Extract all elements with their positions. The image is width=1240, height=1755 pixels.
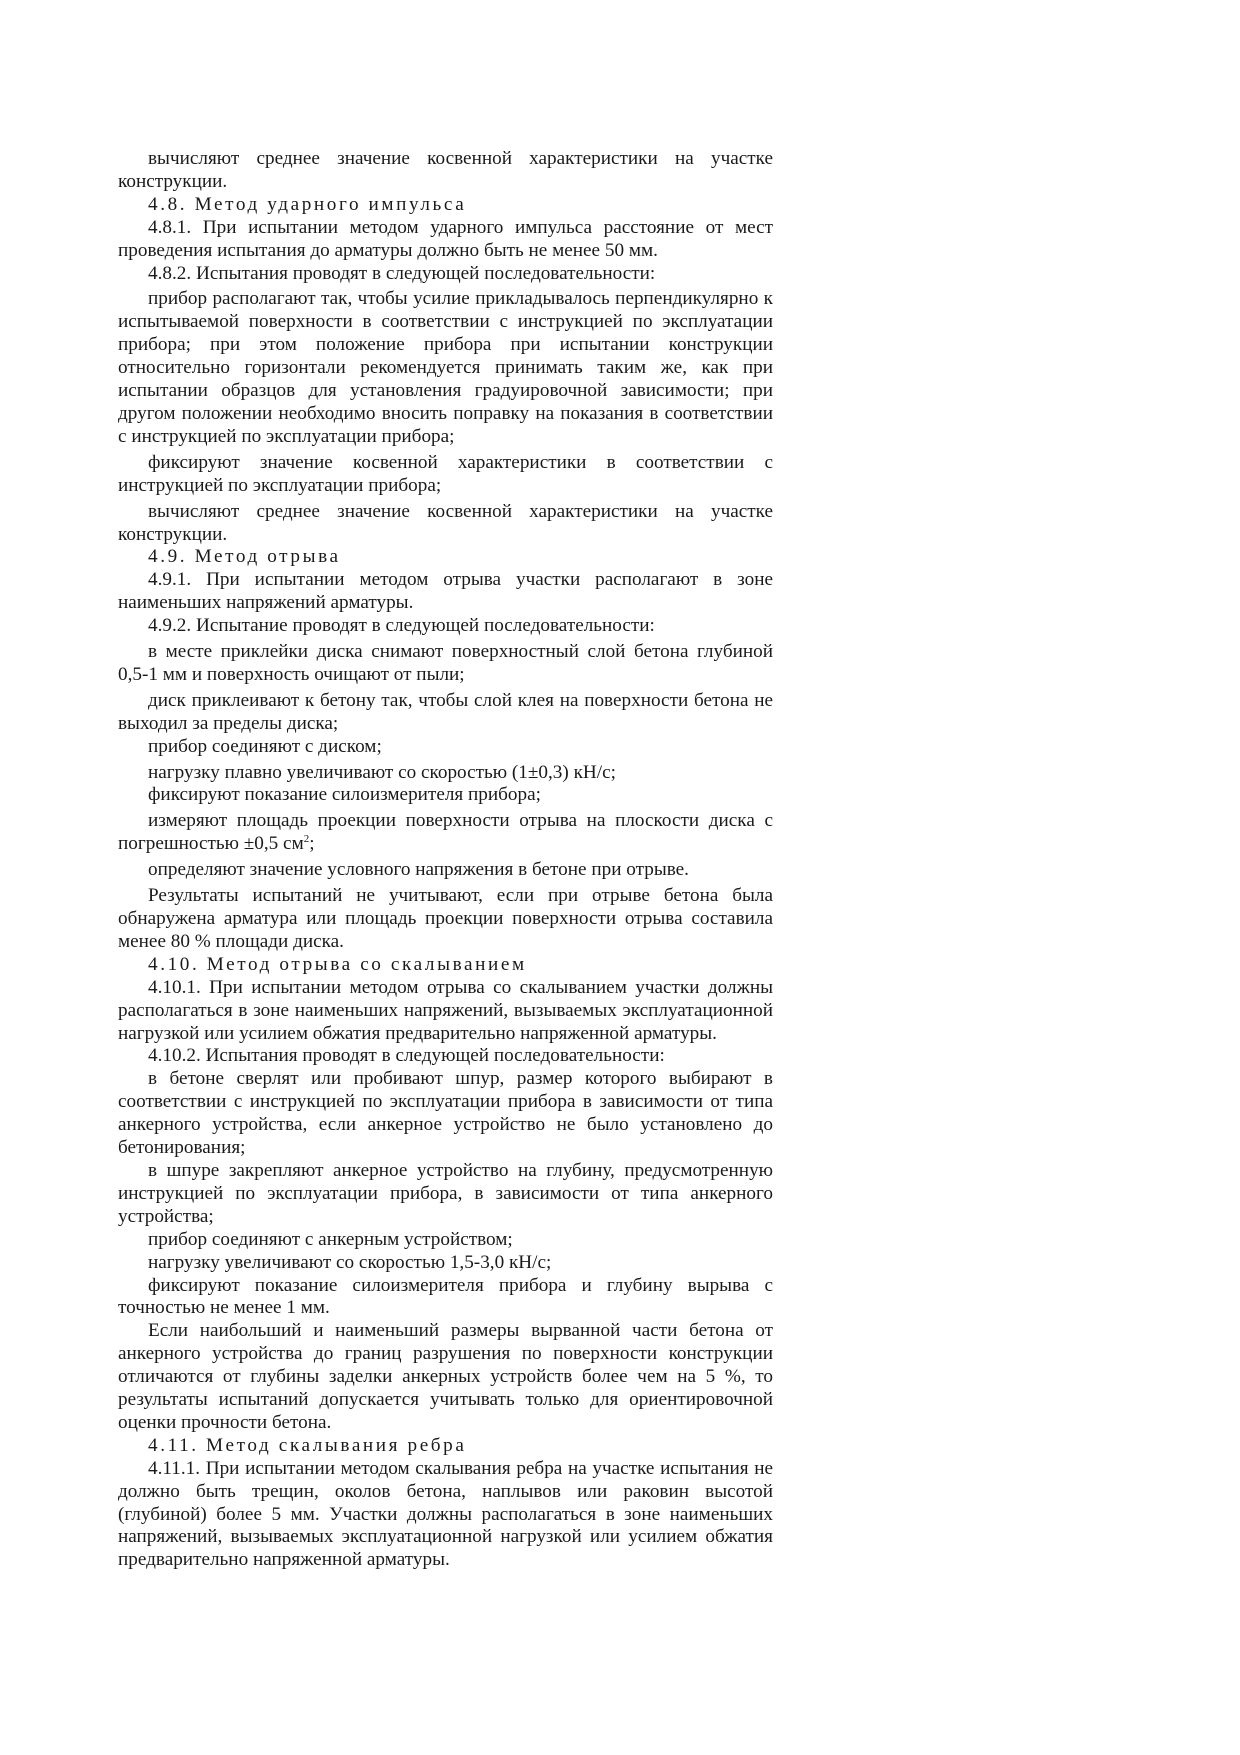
paragraph: 4.9.1. При испытании методом отрыва участки располагают в зоне наименьших напряжений арматуры. — [118, 569, 773, 614]
section-heading: 4.11. Метод скалывания ребра — [148, 1434, 467, 1456]
paragraph: 4.11.1. При испытании методом скалывания ребра на участке испытания не должно быть трещин, околов бетона, наплывов или раковин высотой (глубиной) более 5 мм. Участки должны располагаться в зоне наименьших напряжений, вызываемых эксплуатационной нагрузкой или усилием обжатия предварительно напряженной арматуры. — [118, 1457, 773, 1571]
paragraph: вычисляют среднее значение косвенной характеристики на участке конструкции. — [118, 500, 773, 545]
paragraph: диск приклеивают к бетону так, чтобы слой клея на поверхности бетона не выходил за пределы диска; — [118, 689, 773, 734]
paragraph: Результаты испытаний не учитывают, если при отрыве бетона была обнаружена арматура или площадь проекции поверхности отрыва составила менее 80 % площади диска. — [118, 885, 773, 952]
paragraph: фиксируют показание силоизмерителя прибора и глубину вырыва с точностью не менее 1 мм. — [118, 1274, 773, 1319]
paragraph: Если наибольший и наименьший размеры вырванной части бетона от анкерного устройства до границ разрушения по поверхности конструкции отличаются от глубины заделки анкерных устройств более чем на 5 %, то результаты испытаний допускается учитывать только для ориентировочной оценки прочности бетона. — [118, 1320, 773, 1433]
section-heading: 4.8. Метод ударного импульса — [148, 193, 467, 215]
paragraph — [118, 810, 773, 856]
paragraph: определяют значение условного напряжения в бетоне при отрыве. — [148, 859, 689, 881]
paragraph: 4.8.1. При испытании методом ударного импульса расстояние от мест проведения испытания до арматуры должно быть не менее 50 мм. — [118, 216, 773, 261]
paragraph: фиксируют показание силоизмерителя прибора; — [148, 784, 541, 806]
paragraph: 4.8.2. Испытания проводят в следующей последовательности: — [148, 262, 656, 284]
section-heading: 4.9. Метод отрыва — [148, 546, 341, 568]
section-heading: 4.10. Метод отрыва со скалыванием — [148, 953, 527, 975]
paragraph: в месте приклейки диска снимают поверхностный слой бетона глубиной 0,5-1 мм и поверхность очищают от пыли; — [118, 641, 773, 685]
paragraph: вычисляют среднее значение косвенной характеристики на участке конструкции. — [118, 148, 773, 192]
paragraph: 4.9.2. Испытание проводят в следующей последовательности: — [148, 615, 655, 637]
paragraph-tail: ; — [309, 833, 315, 855]
paragraph: нагрузку увеличивают со скоростью 1,5-3,0 кН/с; — [148, 1251, 552, 1273]
paragraph: нагрузку плавно увеличивают со скоростью (1±0,3) кН/с; — [148, 761, 616, 783]
paragraph: прибор соединяют с диском; — [148, 735, 382, 757]
paragraph-text: измеряют площадь проекции поверхности отрыва на плоскости диска с погрешностью ±0,5 см — [118, 810, 773, 855]
document-page — [118, 148, 773, 1572]
superscript: 2 — [303, 833, 310, 846]
paragraph: в бетоне сверлят или пробивают шпур, размер которого выбирают в соответствии с инструкцией по эксплуатации прибора в зависимости от типа анкерного устройства, если анкерное устройство не было установлено до бетонирования; — [118, 1068, 773, 1159]
paragraph: в шпуре закрепляют анкерное устройство на глубину, предусмотренную инструкцией по эксплуатации прибора, в зависимости от типа анкерного устройства; — [118, 1159, 773, 1227]
paragraph: 4.10.1. При испытании методом отрыва со скалыванием участки должны располагаться в зоне наименьших напряжений, вызываемых эксплуатационной нагрузкой или усилием обжатия предварительно напряженной арматуры. — [118, 976, 773, 1044]
paragraph: 4.10.2. Испытания проводят в следующей последовательности: — [148, 1045, 665, 1067]
paragraph: прибор располагают так, чтобы усилие прикладывалось перпендикулярно к испытываемой поверхности в соответствии с инструкцией по эксплуатации прибора; при этом положение прибора при испытании конструкции относительно горизонтали рекомендуется принимать таким же, как при испытании образцов для установления градуировочной зависимости; при другом положении необходимо вносить поправку на показания в соответствии с инструкцией по эксплуатации прибора; — [118, 288, 773, 447]
paragraph: фиксируют значение косвенной характеристики в соответствии с инструкцией по эксплуатации прибора; — [118, 451, 773, 496]
paragraph: прибор соединяют с анкерным устройством; — [148, 1228, 513, 1250]
